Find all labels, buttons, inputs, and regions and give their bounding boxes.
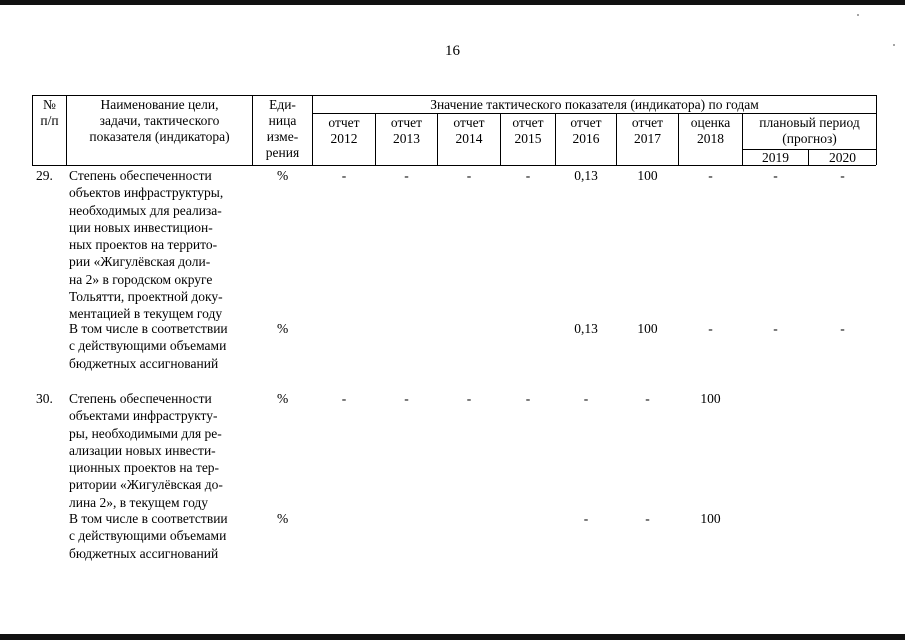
row-value-2014: -	[466, 391, 472, 406]
row-value-2015: -	[525, 391, 531, 406]
row-value-2013: -	[404, 168, 409, 183]
row-value-2016: -	[583, 511, 589, 526]
header-plan-year: 2020	[829, 150, 856, 165]
header-unit: Еди- ница изме- рения	[265, 97, 300, 160]
row-value-2016: -	[583, 391, 589, 406]
header-year: оценка 2018	[690, 115, 731, 146]
scan-speck	[857, 14, 859, 16]
header-num: № п/п	[40, 97, 59, 128]
row-value-2018: 100	[700, 511, 721, 526]
header-year: отчет 2013	[390, 115, 423, 146]
row-number: 30.	[36, 391, 53, 406]
row-value-2016: 0,13	[574, 321, 598, 336]
row-unit: %	[277, 391, 289, 406]
page-number: 16	[445, 43, 460, 59]
row-value-2020: -	[840, 321, 845, 336]
header-group-title: Значение тактического показателя (индикатора) по годам	[430, 97, 759, 112]
row-value-2019: -	[773, 321, 778, 336]
rule-group	[312, 113, 876, 114]
header-name: Наименование цели, задачи, тактического показателя (индикатора)	[89, 97, 230, 144]
row-number: 29.	[36, 168, 53, 183]
row-indicator-name: Степень обеспеченности объектами инфраструкту- ры, необходимыми для ре- ализации новых инвести- ционных проектов на тер- ритории «Жигулёвская до- лина 2», в текущем году	[69, 391, 223, 510]
col-rule	[876, 95, 877, 165]
row-value-2018: -	[708, 168, 713, 183]
row-value-2017: -	[645, 391, 650, 406]
row-value-2012: -	[341, 391, 347, 406]
row-value-2012: -	[341, 168, 347, 183]
header-plan-title: плановый период (прогноз)	[759, 115, 860, 146]
row-value-2018: 100	[700, 391, 721, 406]
row-value-2016: 0,13	[574, 168, 598, 183]
row-indicator-name: Степень обеспеченности объектов инфраструктуры, необходимых для реализа- ции новых инвестицион- ных проектов на террито- рии «Жигулёвская доли- на 2» в городском округе Тольятти, проектной доку- ментацией в текущем году	[69, 168, 224, 322]
row-value-2017: -	[645, 511, 650, 526]
row-value-2013: -	[404, 391, 409, 406]
header-year: отчет 2016	[570, 115, 602, 146]
row-value-2018: -	[708, 321, 713, 336]
row-indicator-name: В том числе в соответствии с действующими объемами бюджетных ассигнований	[69, 511, 228, 561]
row-value-2014: -	[466, 168, 472, 183]
header-year: отчет 2014	[453, 115, 485, 146]
scan-edge-bottom	[0, 634, 905, 640]
header-year: отчет 2017	[631, 115, 664, 146]
row-value-2017: 100	[637, 168, 658, 183]
row-value-2017: 100	[637, 321, 658, 336]
header-plan-year: 2019	[762, 150, 789, 165]
scan-edge-top	[0, 0, 905, 5]
header-year: отчет 2012	[328, 115, 360, 146]
header-year: отчет 2015	[512, 115, 544, 146]
rule-top	[32, 95, 876, 96]
row-unit: %	[277, 511, 289, 526]
row-value-2015: -	[525, 168, 531, 183]
row-value-2020: -	[840, 168, 845, 183]
row-indicator-name: В том числе в соответствии с действующими объемами бюджетных ассигнований	[69, 321, 228, 371]
row-unit: %	[277, 168, 289, 183]
row-value-2019: -	[773, 168, 778, 183]
row-unit: %	[277, 321, 289, 336]
